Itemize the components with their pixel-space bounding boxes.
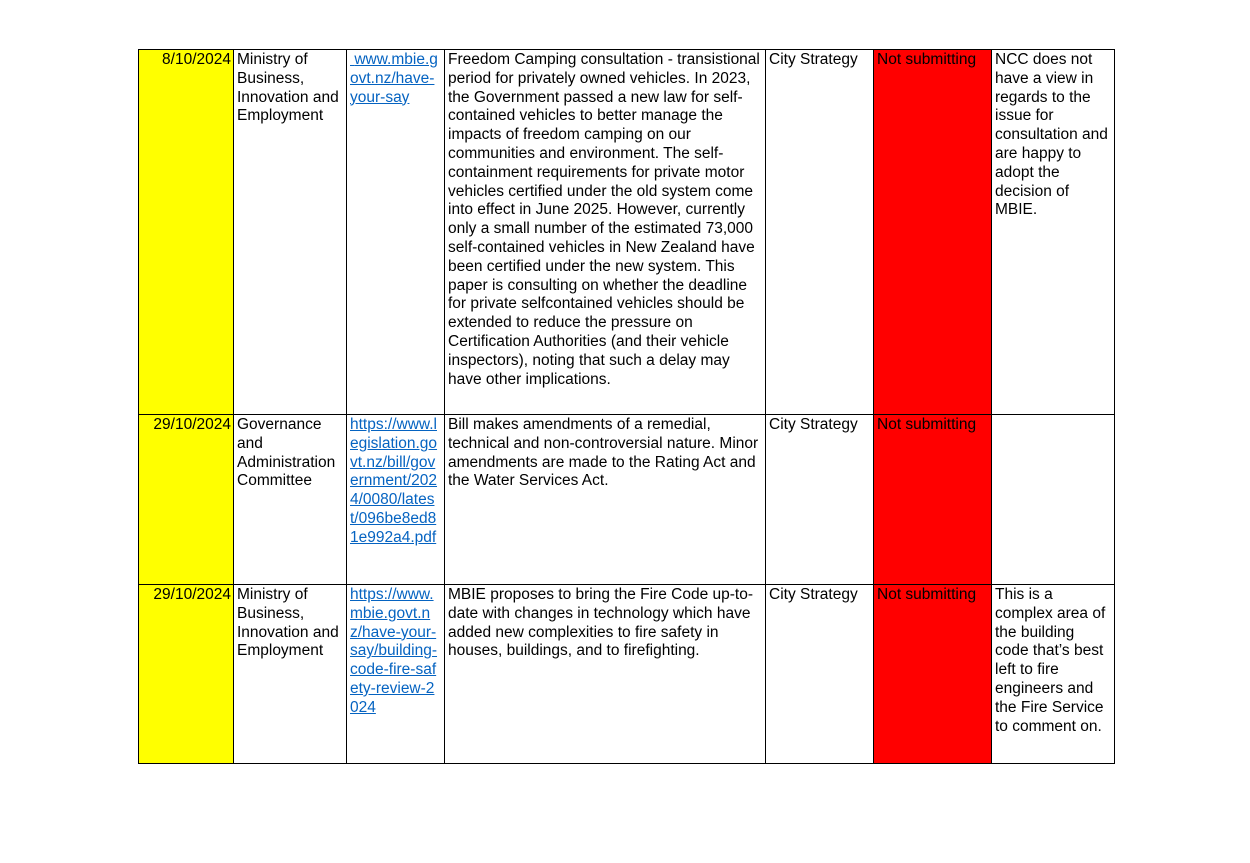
status-badge: Not submitting <box>877 586 977 603</box>
table-row <box>139 415 1115 585</box>
link-cell <box>347 415 445 585</box>
comment-cell <box>992 585 1115 764</box>
status-cell <box>874 585 992 764</box>
status-badge: Not submitting <box>877 416 977 433</box>
status-badge: Not submitting <box>877 51 977 68</box>
date-text: 29/10/2024 <box>153 416 231 433</box>
comment-text: This is a complex area of the building code that’s best left to fire engineers and the Fire Service to comment on. <box>995 586 1106 735</box>
agency-cell <box>234 585 347 764</box>
team-text: City Strategy <box>769 586 858 603</box>
table-row <box>139 585 1115 764</box>
link-cell <box>347 585 445 764</box>
agency-cell <box>234 50 347 415</box>
consultation-link[interactable]: https://www.mbie.govt.nz/have-your-say/building-code-fire-safety-review-2024 <box>350 586 438 716</box>
description-text: Freedom Camping consultation - transistional period for privately owned vehicles. In 2023, the Government passed a new law for self-contained vehicles to better manage the impacts of freedom camping on our communities and environment. The self-containment requirements for private motor vehicles certified under the old system come into effect in June 2025. However, currently only a small number of the estimated 73,000 self-contained vehicles in New Zealand have been certified under the new system. This paper is consulting on whether the deadline for private selfcontained vehicles should be extended to reduce the pressure on Certification Authorities (and their vehicle inspectors), noting that such a delay may have other implications. <box>448 51 760 388</box>
date-cell <box>139 585 234 764</box>
comment-cell <box>992 415 1115 585</box>
description-cell <box>445 415 766 585</box>
date-cell <box>139 415 234 585</box>
team-text: City Strategy <box>769 416 858 433</box>
date-text: 8/10/2024 <box>162 51 231 68</box>
agency-cell <box>234 415 347 585</box>
team-cell <box>766 415 874 585</box>
consultation-table <box>138 49 1115 764</box>
table-row <box>139 50 1115 415</box>
agency-text: Ministry of Business, Innovation and Employment <box>237 51 339 125</box>
team-text: City Strategy <box>769 51 858 68</box>
date-text: 29/10/2024 <box>153 586 231 603</box>
description-text: MBIE proposes to bring the Fire Code up-to-date with changes in technology which have added new complexities to fire safety in houses, buildings, and to firefighting. <box>448 586 753 660</box>
status-cell <box>874 50 992 415</box>
agency-text: Ministry of Business, Innovation and Employment <box>237 586 339 660</box>
comment-text: NCC does not have a view in regards to the issue for consultation and are happy to adopt the decision of MBIE. <box>995 51 1108 219</box>
link-cell <box>347 50 445 415</box>
comment-cell <box>992 50 1115 415</box>
agency-text: Governance and Administration Committee <box>237 416 336 490</box>
team-cell <box>766 585 874 764</box>
description-cell <box>445 585 766 764</box>
date-cell <box>139 50 234 415</box>
description-cell <box>445 50 766 415</box>
team-cell <box>766 50 874 415</box>
consultation-link[interactable]: www.mbie.govt.nz/have-your-say <box>350 51 438 106</box>
description-text: Bill makes amendments of a remedial, technical and non-controversial nature. Minor amendments are made to the Rating Act and the Water Services Act. <box>448 416 759 490</box>
status-cell <box>874 415 992 585</box>
consultation-link[interactable]: https://www.legislation.govt.nz/bill/government/2024/0080/latest/096be8ed81e992a4.pdf <box>350 416 438 546</box>
